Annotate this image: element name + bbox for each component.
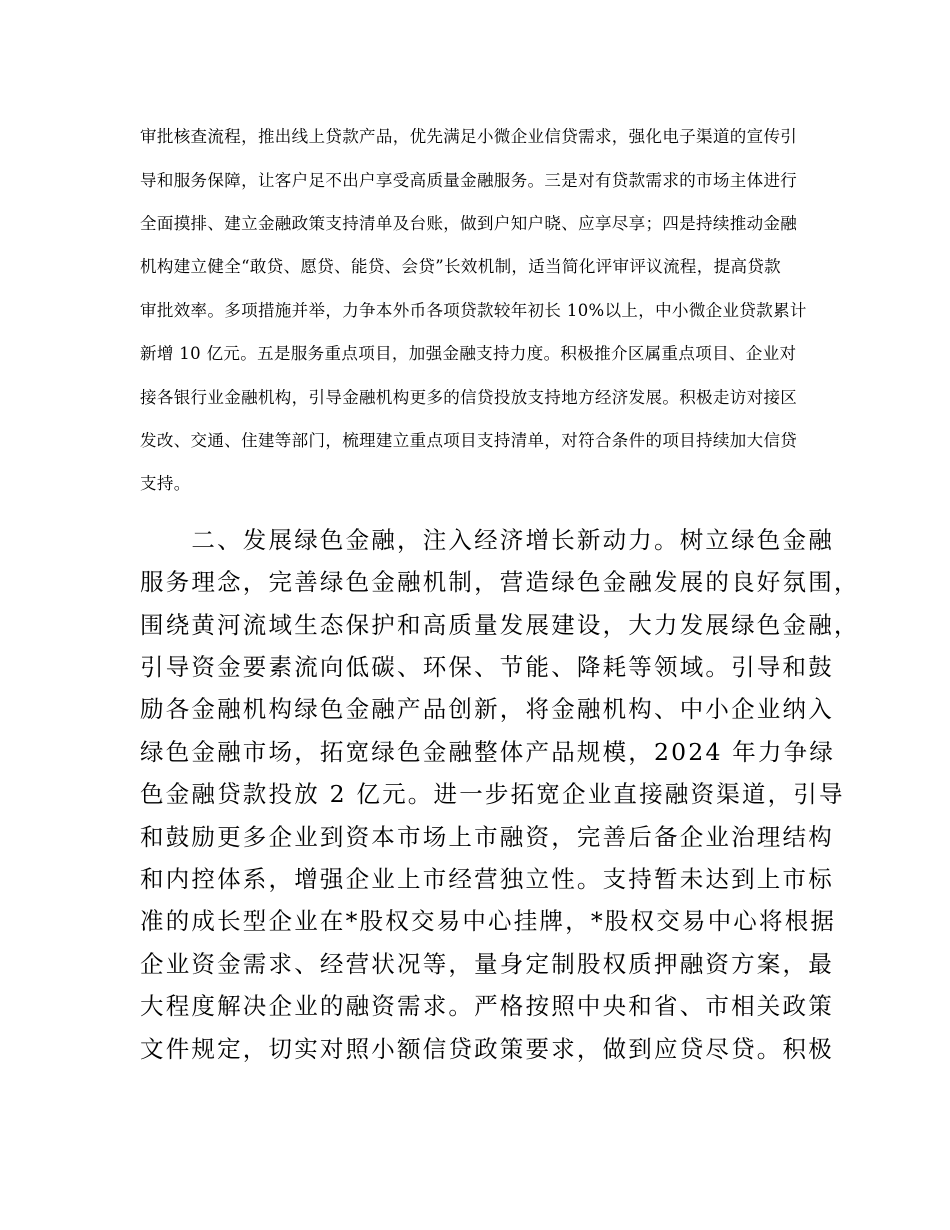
paragraph-2-line: 和内控体系，增强企业上市经营独立性。支持暂未达到上市标 [140,865,834,893]
paragraph-1-line: 审批核查流程，推出线上贷款产品，优先满足小微企业信贷需求，强化电子渠道的宣传引 [140,127,798,146]
paragraph-2-line: 引导资金要素流向低碳、环保、节能、降耗等领域。引导和鼓 [140,653,834,681]
paragraph-1-line: 支持。 [140,474,191,493]
paragraph-1-line: 导和服务保障，让客户足不出户享受高质量金融服务。三是对有贷款需求的市场主体进行 [140,171,798,190]
paragraph-1-line: 全面摸排、建立金融政策支持清单及台账，做到户知户晓、应享尽享；四是持续推动金融 [140,214,798,233]
paragraph-1-line: 审批效率。多项措施并举，力争本外币各项贷款较年初长 10%以上，中小微企业贷款累计 [140,301,807,320]
paragraph-1-line: 机构建立健全“敢贷、愿贷、能贷、会贷”长效机制，适当简化评审评议流程，提高贷款 [140,257,782,276]
paragraph-2-line: 企业资金需求、经营状况等，量身定制股权质押融资方案，最 [140,950,834,978]
paragraph-1-line: 接各银行业金融机构，引导金融机构更多的信贷投放支持地方经济发展。积极走访对接区 [140,388,798,407]
paragraph-2-line: 色金融贷款投放 2 亿元。进一步拓宽企业直接融资渠道，引导 [140,780,845,808]
paragraph-2-line: 准的成长型企业在*股权交易中心挂牌，*股权交易中心将根据 [140,907,837,935]
paragraph-2-line: 绿色金融市场，拓宽绿色金融整体产品规模，2024 年力争绿 [140,738,836,766]
paragraph-2-line: 服务理念，完善绿色金融机制，营造绿色金融发展的良好氛围， [140,568,860,596]
paragraph-2-line: 励各金融机构绿色金融产品创新，将金融机构、中小企业纳入 [140,695,834,723]
paragraph-2-line: 和鼓励更多企业到资本市场上市融资，完善后备企业治理结构 [140,823,834,851]
paragraph-1-line: 发改、交通、住建等部门，梳理建立重点项目支持清单，对符合条件的项目持续加大信贷 [140,431,798,450]
paragraph-1-line: 新增 10 亿元。五是服务重点项目，加强金融支持力度。积极推介区属重点项目、企业对 [140,344,797,363]
paragraph-2-line: 围绕黄河流域生态保护和高质量发展建设，大力发展绿色金融， [140,611,860,639]
paragraph-2-line: 二、发展绿色金融，注入经济增长新动力。树立绿色金融 [140,526,834,554]
paragraph-2-line: 大程度解决企业的融资需求。严格按照中央和省、市相关政策 [140,992,834,1020]
paragraph-2-line: 文件规定，切实对照小额信贷政策要求，做到应贷尽贷。积极 [140,1035,834,1063]
